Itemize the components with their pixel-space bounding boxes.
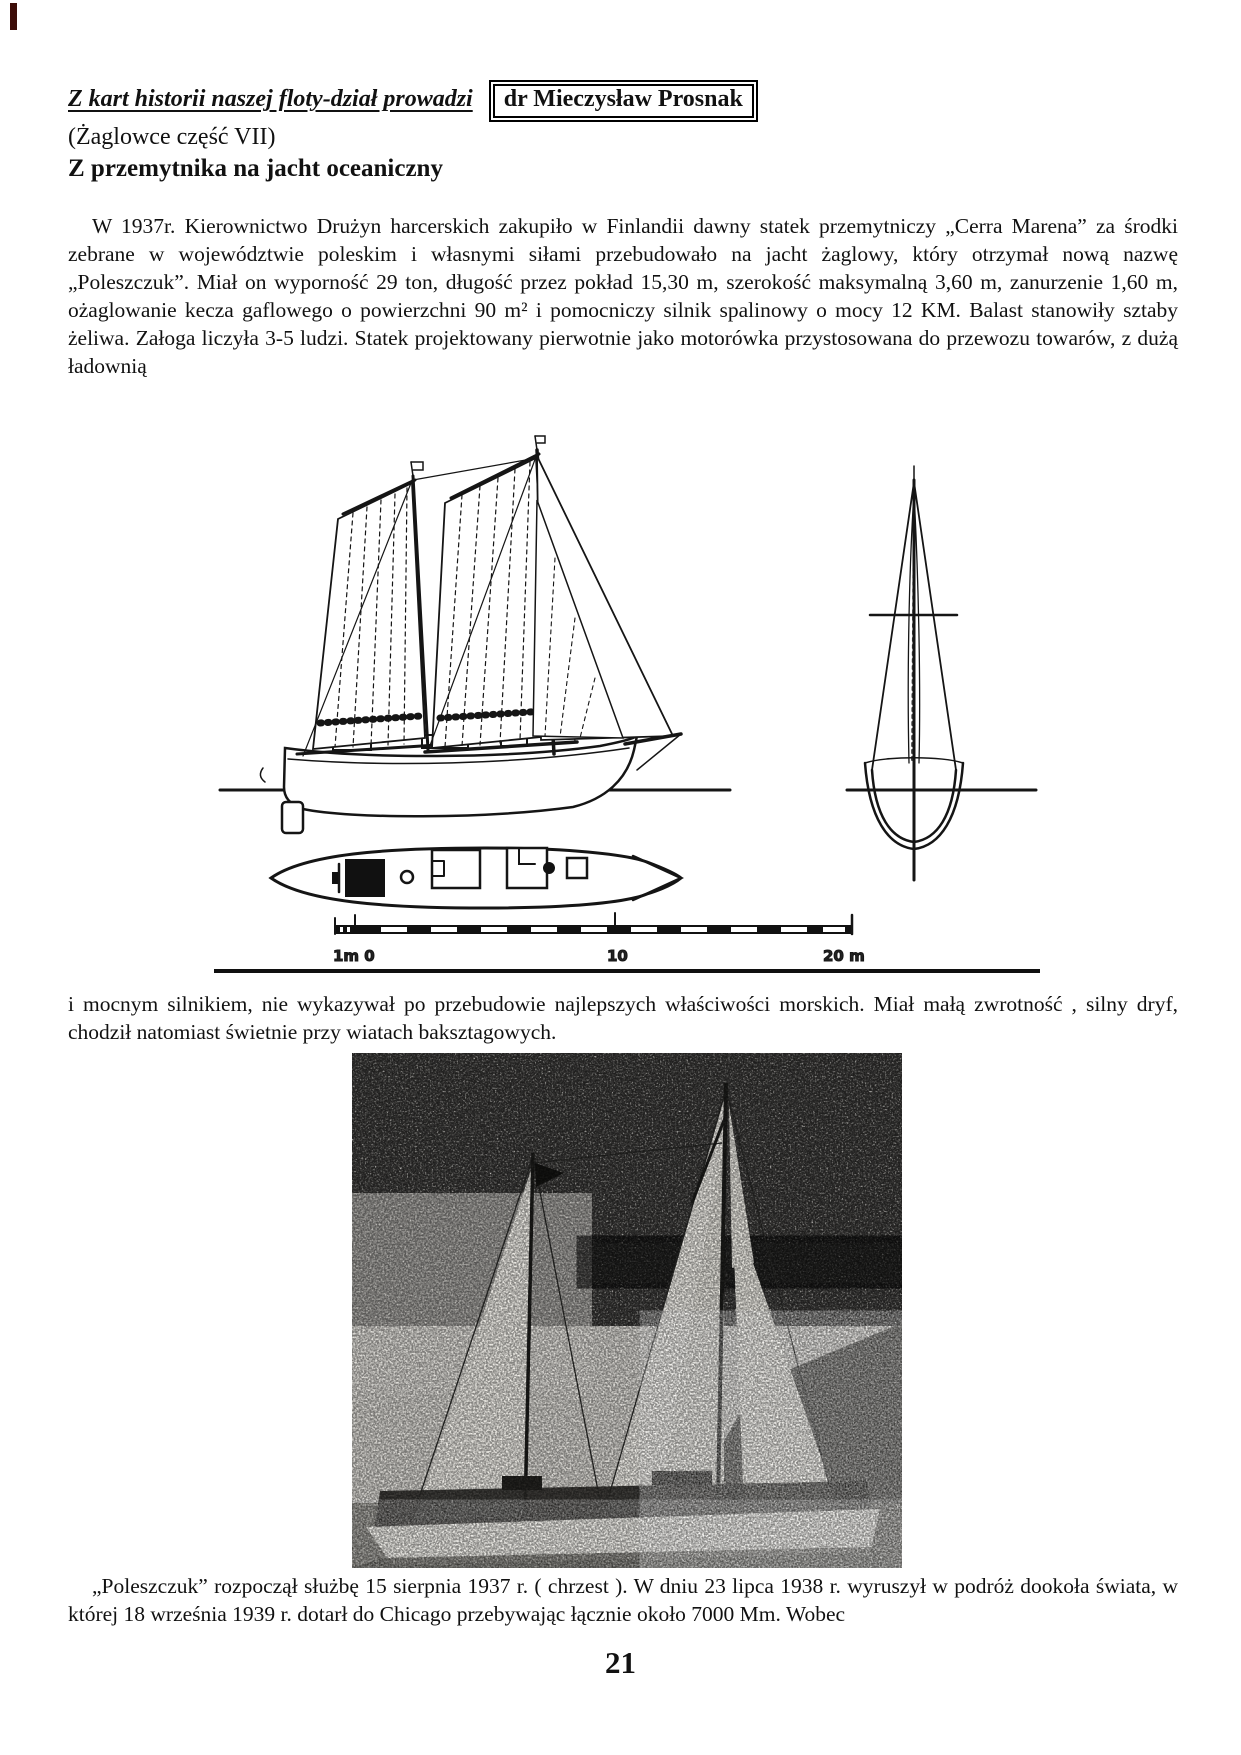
photo-grain-overlay [352,1053,902,1568]
series-part: (Żaglowce część VII) [68,124,276,150]
editor-name-box: dr Mieczysław Prosnak [489,80,758,122]
side-view [220,436,730,833]
scale-bar [333,913,865,963]
yacht-photo [352,1053,902,1568]
ship-plans-figure [185,418,1045,963]
deck-plan [271,848,681,908]
figure-divider-rule [214,969,1040,973]
scale-label-mid: 10 [607,947,628,963]
page-number: 21 [605,1645,636,1680]
paragraph-2: i mocnym silnikiem, nie wykazywał po przebudowie najlepszych właściwości morskich. Miał małą zwrotność , silny dryf, chodził natomiast świetnie przy wiatach baksztagowych. [68,992,1178,1044]
scale-label-start: 1m 0 [333,947,375,963]
bow-view [847,466,1036,880]
paragraph-3: „Poleszczuk” rozpoczął służbę 15 sierpnia 1937 r. ( chrzest ). W dniu 23 lipca 1938 r. wyruszył w podróż dookoła świata, w której 18 września 1939 r. dotarł do Chicago przebywając łącznie około 7000 Mm. Wobec [68,1574,1178,1626]
paragraph-1: W 1937r. Kierownictwo Drużyn harcerskich zakupiło w Finlandii dawny statek przemytniczy „Cerra Marena” za środki zebrane w województwie poleskim i własnymi siłami przebudowało na jacht żaglowy, który otrzymał nową nazwę „Poleszczuk”. Miał on wyporność 29 ton, długość przez pokład 15,30 m, szerokość maksymalną 3,60 m, zanurzenie 1,60 m, ożaglowanie kecza gaflowego o powierzchni 90 m² i pomocniczy silnik spalinowy o mocy 12 KM. Balast stanowiły sztaby żeliwa. Załoga liczyła 3-5 ludzi. Statek projektowany pierwotnie jako motorówka przystosowana do przewozu towarów, z dużą ładownią [68,214,1178,378]
header-line [68,80,758,122]
article-title: Z przemytnika na jacht oceaniczny [68,155,443,182]
scale-label-end: 20 m [823,947,865,963]
scan-artifact-mark [10,3,17,30]
series-title: Z kart historii naszej floty-dział prowadzi [68,86,473,112]
